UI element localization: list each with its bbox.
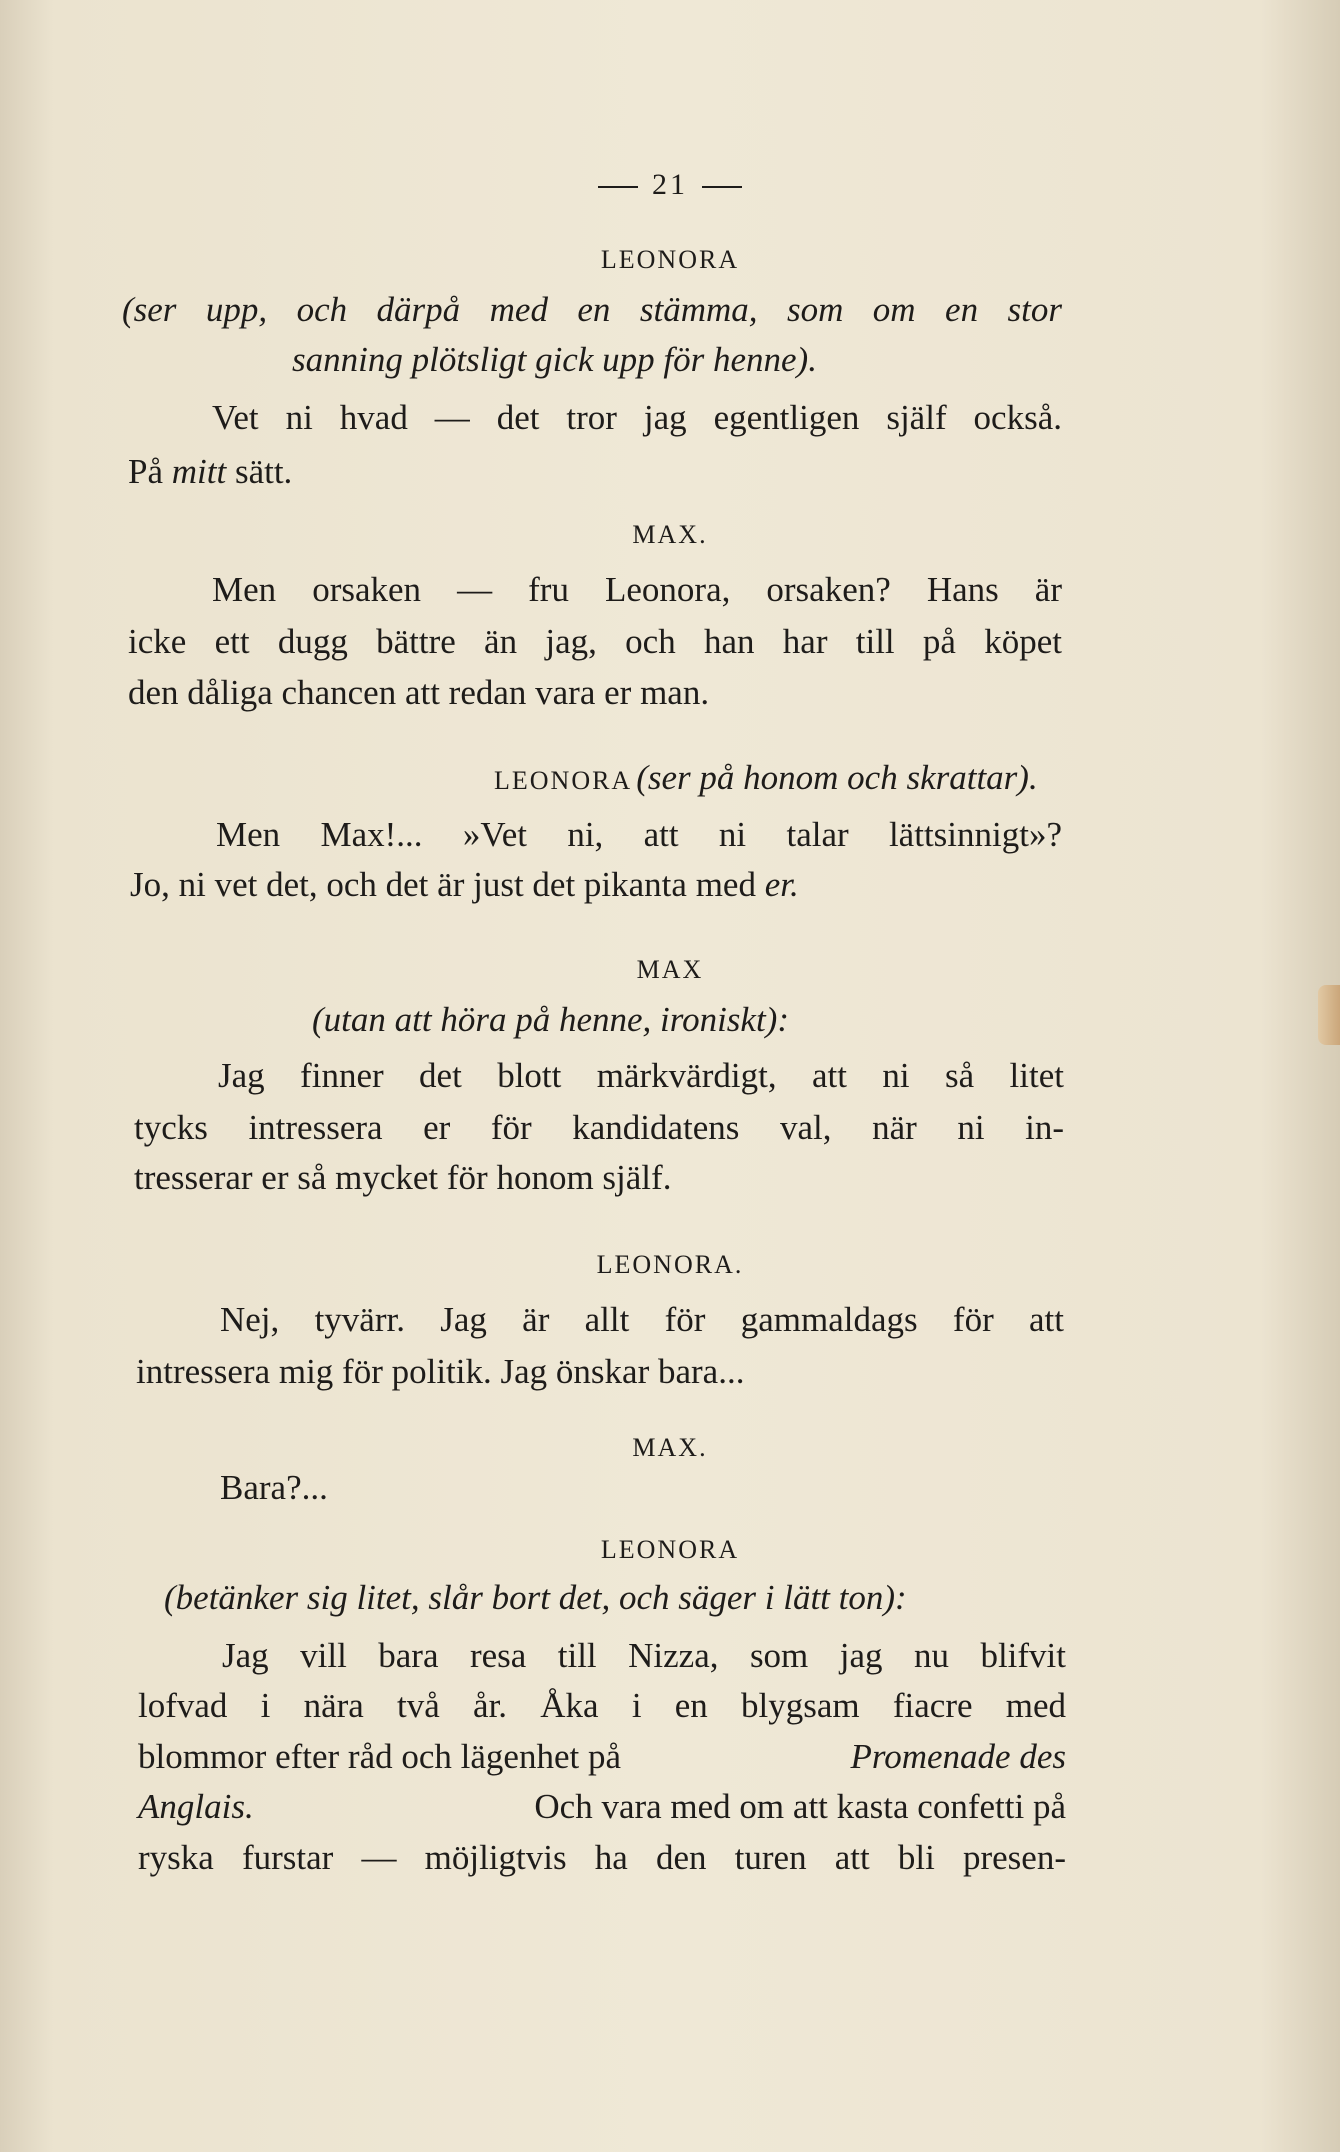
line-5-2: intressera mig för politik. Jag önskar bara...: [136, 1352, 745, 1391]
line-1-1: Vet ni hvad — det tror jag egentligen själf också.: [212, 398, 1062, 437]
stage-direction-7: (betänker sig litet, slår bort det, och säger i lätt ton):: [164, 1578, 907, 1617]
line-3-2: [130, 865, 799, 905]
line-7-3a: blommor efter råd och lägenhet på: [138, 1737, 630, 1776]
speaker-max-3: MAX.: [632, 1433, 708, 1462]
stage-direction-4: (utan att höra på henne, ironiskt):: [312, 1000, 789, 1039]
line-7-5: ryska furstar — möjligtvis ha den turen att bli presen-: [138, 1838, 1066, 1877]
dash-right: [702, 186, 742, 188]
dash-left: [598, 186, 638, 188]
line-1-2c: sätt.: [226, 452, 293, 491]
line-5-1: Nej, tyvärr. Jag är allt för gammaldags för att: [220, 1300, 1064, 1339]
line-4-2: tycks intressera er för kandidatens val, när ni in-: [134, 1108, 1064, 1147]
line-1-2a: På: [128, 452, 172, 491]
line-7-4a: Anglais.: [138, 1787, 254, 1826]
line-7-2: lofvad i nära två år. Åka i en blygsam fiacre med: [138, 1686, 1066, 1725]
page-edge-tab: [1318, 985, 1340, 1045]
speaker-max-2: MAX: [636, 955, 704, 984]
line-3-2a: Jo, ni vet det, och det är just det pikanta med: [130, 865, 765, 904]
line-4-3: tresserar er så mycket för honom själf.: [134, 1158, 672, 1197]
stage-direction-3: (ser på honom och skrattar).: [636, 758, 1038, 797]
speaker-leonora-1: LEONORA: [600, 245, 740, 274]
line-1-2: [128, 452, 292, 492]
page-number-text: 21: [652, 168, 688, 201]
line-2-3: den dåliga chancen att redan vara er man.: [128, 673, 710, 712]
line-7-3: [138, 1737, 1066, 1777]
speaker-leonora-2-line: [494, 758, 1038, 798]
stage-direction-1a: (ser upp, och därpå med en stämma, som om en stor: [122, 290, 1062, 329]
stage-direction-1b: sanning plötsligt gick upp för henne).: [292, 340, 817, 379]
page-number: [0, 168, 1340, 202]
line-3-2b: er.: [764, 865, 799, 904]
line-7-1: Jag vill bara resa till Nizza, som jag nu blifvit: [222, 1636, 1066, 1675]
speaker-leonora-4: LEONORA: [600, 1535, 740, 1564]
line-4-1: Jag finner det blott märkvärdigt, att ni så litet: [218, 1056, 1064, 1095]
speaker-leonora-3: LEONORA.: [596, 1250, 744, 1279]
line-7-4: [138, 1787, 1066, 1827]
line-2-2: icke ett dugg bättre än jag, och han har till på köpet: [128, 622, 1062, 661]
line-7-3b: Promenade des: [850, 1737, 1066, 1776]
line-1-2b: mitt: [171, 452, 227, 491]
speaker-max-1: MAX.: [632, 520, 708, 549]
line-7-4b: Och vara med om att kasta confetti på: [525, 1787, 1066, 1826]
line-2-1: Men orsaken — fru Leonora, orsaken? Hans är: [212, 570, 1062, 609]
line-6-1: Bara?...: [220, 1468, 328, 1507]
speaker-leonora-2: LEONORA: [494, 766, 633, 795]
line-3-1: Men Max!... »Vet ni, att ni talar lättsinnigt»?: [216, 815, 1062, 854]
